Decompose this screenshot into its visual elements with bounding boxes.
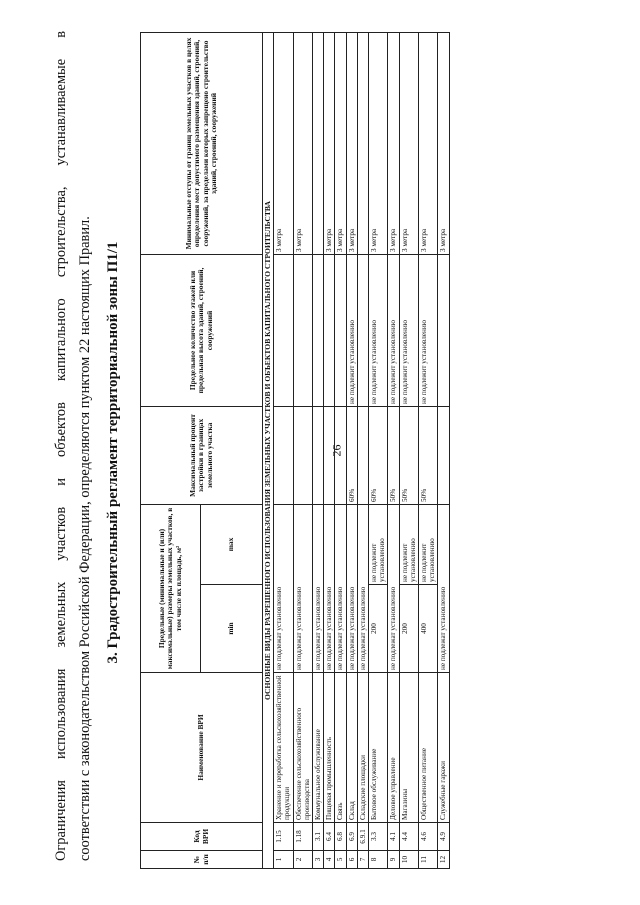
table-row	[399, 32, 418, 868]
row-number: 12	[438, 851, 449, 869]
row-number: 11	[419, 851, 438, 869]
table-row	[357, 32, 368, 868]
row-code: 1.18	[293, 823, 312, 851]
row-name: Пищевая промышленность	[324, 673, 335, 823]
table-row	[335, 32, 346, 868]
row-min: 400	[419, 585, 438, 673]
header-code: Код ВРИ	[141, 823, 263, 851]
row-percent	[335, 406, 346, 504]
row-name: Общественное питание	[419, 673, 438, 823]
row-size: не подлежат установлению	[274, 504, 293, 672]
intro-line-2: соответствии с законодательством Российской Федерации, определяются пунктом 22 настоящих Правил.	[77, 216, 93, 861]
row-setback: 3 метра	[388, 32, 399, 254]
row-code: 3.1	[313, 823, 324, 851]
row-name: Склад	[346, 673, 357, 823]
row-floors	[274, 254, 293, 406]
header-size-group: Предельные (минимальные и (или) максимальные) размеры земельных участков, в том числе их площадь, м²	[141, 504, 201, 672]
row-setback	[357, 32, 368, 254]
row-setback: 3 метра	[346, 32, 357, 254]
row-floors	[324, 254, 335, 406]
row-percent	[293, 406, 312, 504]
row-name: Хранение и переработка сельскохозяйственной продукции	[274, 673, 293, 823]
row-code: 3.3	[369, 823, 388, 851]
row-max: не подлежит установлению	[419, 504, 438, 584]
row-size: не подлежат установлению	[357, 504, 368, 672]
row-percent: 60%	[369, 406, 388, 504]
row-number: 1	[274, 851, 293, 869]
row-percent	[438, 406, 449, 504]
row-size: не подлежат установлению	[388, 504, 399, 672]
row-floors: не подлежит установлению	[419, 254, 438, 406]
header-max: max	[201, 504, 263, 584]
row-code: 6.9	[346, 823, 357, 851]
row-name: Складские площадки	[357, 673, 368, 823]
row-size: не подлежат установлению	[335, 504, 346, 672]
table-row	[419, 32, 438, 868]
table-row	[274, 32, 293, 868]
row-max: не подлежит установлению	[399, 504, 418, 584]
row-floors: не подлежит установлению	[399, 254, 418, 406]
row-number: 9	[388, 851, 399, 869]
table-row	[346, 32, 357, 868]
row-code: 4.6	[419, 823, 438, 851]
intro-line-1: Ограничения использования земельных участков и объектов капитального строительства, устанавливаемые в	[53, 31, 69, 861]
row-percent	[274, 406, 293, 504]
table-row	[438, 32, 449, 868]
header-setback: Минимальные отступы от границ земельных участков в целях определения мест допустимого размещения зданий, строений, сооружений, за пределами которых запрещено строительство зданий, строений, сооружений	[141, 32, 263, 254]
row-setback: 3 метра	[324, 32, 335, 254]
table-row	[369, 32, 388, 868]
header-floors: Предельное количество этажей или предельная высота зданий, строений, сооружений	[141, 254, 263, 406]
row-percent: 60%	[346, 406, 357, 504]
row-number: 5	[335, 851, 346, 869]
row-code: 4.4	[399, 823, 418, 851]
row-setback: 3 метра	[335, 32, 346, 254]
row-name: Коммунальное обслуживание	[313, 673, 324, 823]
section-row: ОСНОВНЫЕ ВИДЫ РАЗРЕШЕННОГО ИСПОЛЬЗОВАНИЯ ЗЕМЕЛЬНЫХ УЧАСТКОВ И ОБЪЕКТОВ КАПИТАЛЬНОГО СТРОИТЕЛЬСТВА	[263, 32, 274, 868]
row-percent: 50%	[399, 406, 418, 504]
row-setback: 3 метра	[274, 32, 293, 254]
row-name: Магазины	[399, 673, 418, 823]
row-number: 8	[369, 851, 388, 869]
row-percent	[357, 406, 368, 504]
row-min: 200	[369, 585, 388, 673]
row-code: 6.4	[324, 823, 335, 851]
row-name: Связь	[335, 673, 346, 823]
row-floors: не подлежит установлению	[369, 254, 388, 406]
row-floors	[357, 254, 368, 406]
row-name: Обеспечение сельскохозяйственного производства	[293, 673, 312, 823]
row-name: Деловое управление	[388, 673, 399, 823]
row-floors	[293, 254, 312, 406]
header-min: min	[201, 585, 263, 673]
row-code: 6.8	[335, 823, 346, 851]
row-size: не подлежат установлению	[313, 504, 324, 672]
row-setback: 3 метра	[438, 32, 449, 254]
row-setback: 3 метра	[293, 32, 312, 254]
row-percent: 50%	[388, 406, 399, 504]
header-num: № п/п	[141, 851, 263, 869]
row-floors: не подлежит установлению	[388, 254, 399, 406]
row-floors: не подлежит установлению	[346, 254, 357, 406]
row-size: не подлежат установлению	[324, 504, 335, 672]
row-percent	[313, 406, 324, 504]
row-floors	[335, 254, 346, 406]
row-code: 4.9	[438, 823, 449, 851]
table-row	[388, 32, 399, 868]
row-setback: 3 метра	[369, 32, 388, 254]
row-max: не подлежит установлению	[369, 504, 388, 584]
row-number: 3	[313, 851, 324, 869]
row-percent: 50%	[419, 406, 438, 504]
row-setback: 3 метра	[419, 32, 438, 254]
page-number: 26	[329, 444, 344, 457]
table-row	[324, 32, 335, 868]
row-percent	[324, 406, 335, 504]
regulation-table	[140, 32, 450, 869]
table-row	[293, 32, 312, 868]
row-number: 2	[293, 851, 312, 869]
row-floors	[313, 254, 324, 406]
header-name: Наименование ВРИ	[141, 673, 263, 823]
table-row	[313, 32, 324, 868]
row-number: 4	[324, 851, 335, 869]
row-size: не подлежат установлению	[346, 504, 357, 672]
row-name: Служебные гаражи	[438, 673, 449, 823]
row-code: 6.9.1	[357, 823, 368, 851]
row-number: 6	[346, 851, 357, 869]
row-name: Бытовое обслуживание	[369, 673, 388, 823]
row-size: не подлежат установлению	[293, 504, 312, 672]
row-floors	[438, 254, 449, 406]
row-number: 10	[399, 851, 418, 869]
row-code: 4.1	[388, 823, 399, 851]
row-min: 200	[399, 585, 418, 673]
row-setback	[313, 32, 324, 254]
row-size: не подлежат установлению	[438, 504, 449, 672]
header-percent: Максимальный процент застройки в границах земельного участка	[141, 406, 263, 504]
section-title: 3. Градостроительный регламент территориальной зоны П1/1	[105, 241, 121, 664]
row-number: 7	[357, 851, 368, 869]
row-setback: 3 метра	[399, 32, 418, 254]
row-code: 1.15	[274, 823, 293, 851]
